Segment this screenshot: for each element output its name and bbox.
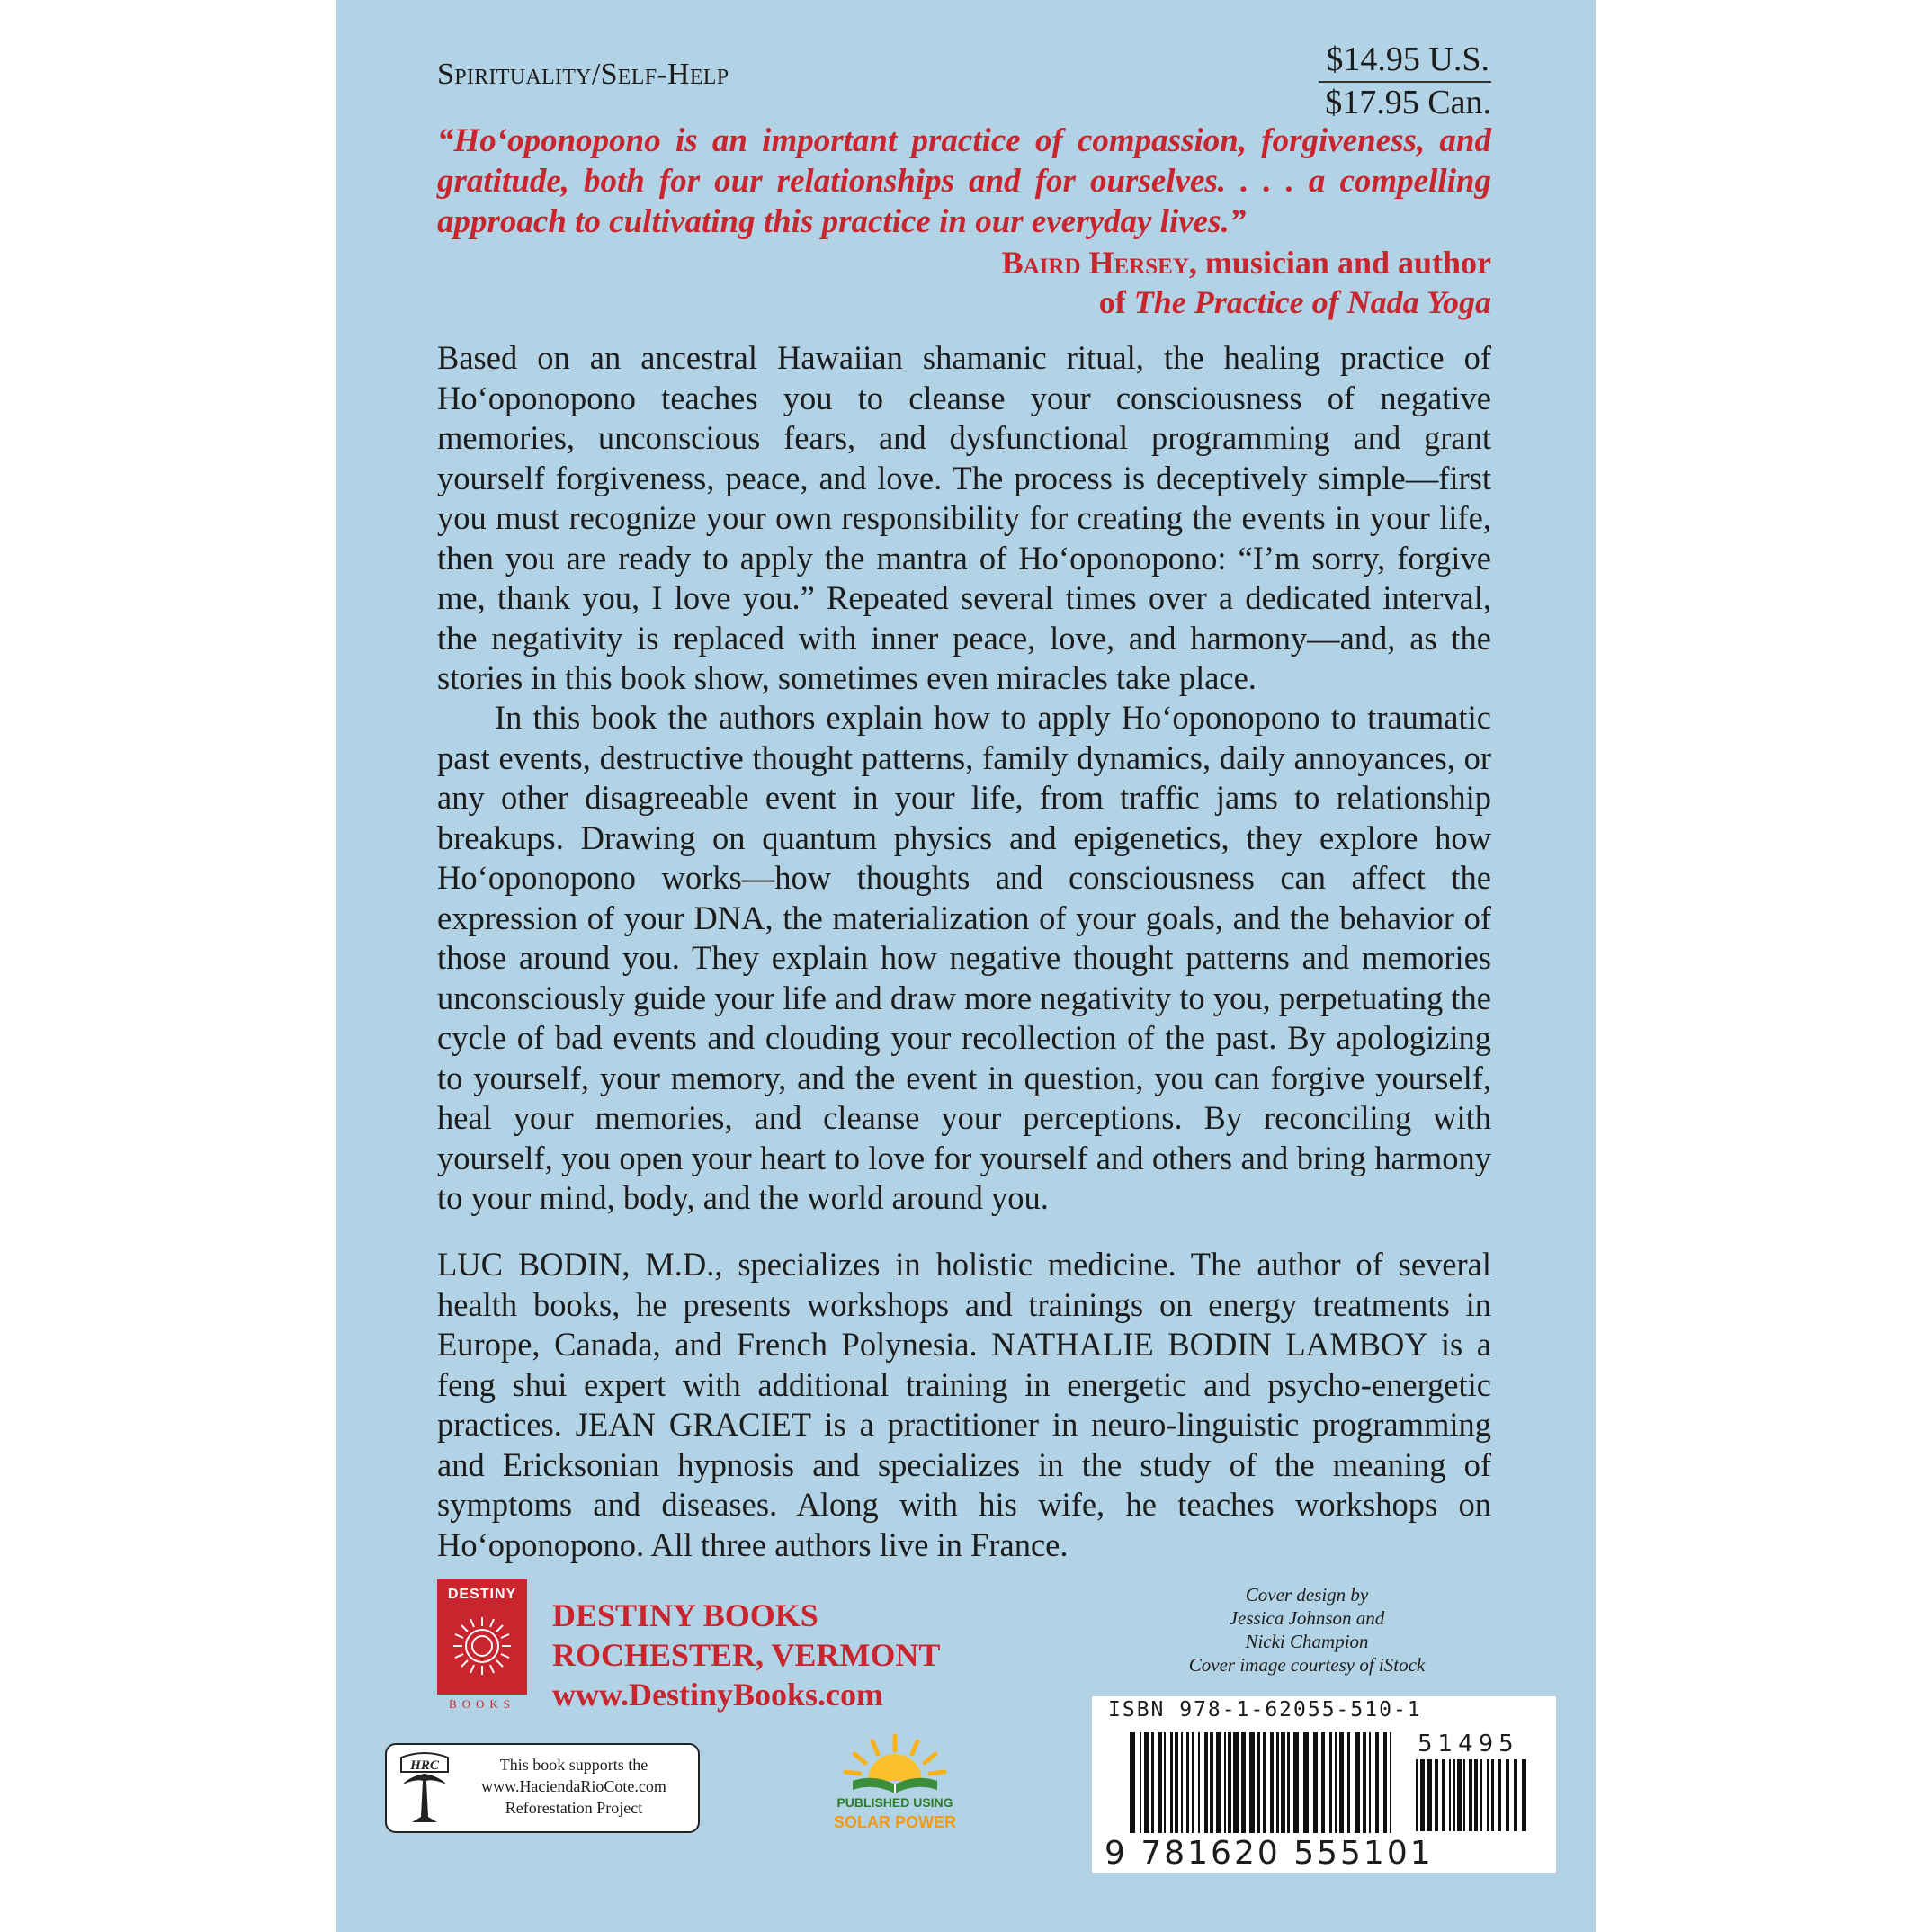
barcode-bar xyxy=(1192,1732,1194,1833)
barcode-bar xyxy=(1369,1732,1371,1833)
barcode-bar xyxy=(1390,1732,1391,1833)
tree-icon xyxy=(396,1750,453,1826)
price-barcode xyxy=(1416,1759,1531,1831)
isbn-barcode xyxy=(1130,1732,1396,1833)
barcode-bar xyxy=(1233,1732,1239,1833)
credits-line-1: Cover design by xyxy=(1245,1584,1369,1606)
barcode-bar xyxy=(1170,1732,1173,1833)
solar-line-2: SOLAR POWER xyxy=(833,1813,956,1831)
barcode-bar xyxy=(1383,1732,1387,1833)
barcode-bar xyxy=(1175,1732,1178,1833)
barcode-bar xyxy=(1263,1732,1266,1833)
barcode-bar xyxy=(1329,1732,1332,1833)
price-code: 51495 xyxy=(1418,1731,1519,1758)
barcode-bar xyxy=(1506,1759,1509,1831)
description-paragraph-1: Based on an ancestral Hawaiian shamanic ritual, the healing practice of Hoʻoponopono teaches you to cleanse your consciousness of negative memories, unconscious fears, and dysfunctional programming and grant yourself forgiveness, peace, and love. The process is deceptively simple—first you must recognize your own responsibility for creating the events in your life, then you are ready to apply the mantra of Hoʻoponopono: “I’m sorry, forgive me, thank you, I love you.” Repeated several times over a dedicated interval, the negativity is replaced with inner peace, love, and harmony—and, as the stories in this book show, sometimes even miracles take place. xyxy=(437,339,1491,696)
quote-attribution xyxy=(772,243,1491,322)
barcode-bar xyxy=(1491,1759,1494,1831)
barcode-bar xyxy=(1281,1732,1285,1833)
barcode-bar xyxy=(1130,1732,1135,1833)
sun-icon xyxy=(452,1615,513,1677)
barcode-bar xyxy=(1514,1759,1517,1831)
price-can: $17.95 Can. xyxy=(1325,84,1491,121)
barcode-bar xyxy=(1224,1732,1226,1833)
barcode-bar xyxy=(1416,1759,1418,1831)
barcode-bar xyxy=(1487,1759,1489,1831)
barcode-bar xyxy=(1335,1732,1337,1833)
barcode-bar xyxy=(1228,1732,1231,1833)
barcode-bar xyxy=(1198,1732,1200,1833)
barcode-bar xyxy=(1241,1732,1246,1833)
barcode-bar xyxy=(1375,1732,1379,1833)
price-us: $14.95 U.S. xyxy=(1319,40,1491,83)
publisher-info xyxy=(552,1596,940,1714)
credits-line-4: Cover image courtesy of iStock xyxy=(1188,1654,1426,1676)
sun-book-icon xyxy=(818,1731,971,1795)
barcode-bar xyxy=(1303,1732,1309,1833)
barcode-bar xyxy=(1140,1732,1141,1833)
author-bio: LUC BODIN, M.D., specializes in holistic medicine. The author of several health books, he presents workshops and trainings on energy treatments in Europe, Canada, and French Polynesia. NATHALIE BODIN LAMBOY is a feng shui expert with additional training in energetic and psycho-energetic practices. JEAN GRACIET is a practitioner in neuro-linguistic programming and Ericksonian hypnosis and specializes in the study of the meaning of symptoms and diseases. Along with his wife, he teaches workshops on Hoʻoponopono. All three authors live in France. xyxy=(437,1246,1491,1563)
barcode-bar xyxy=(1287,1732,1290,1833)
barcode-bar xyxy=(1293,1732,1299,1833)
barcode-bar xyxy=(1164,1732,1166,1833)
barcode-bar xyxy=(1186,1732,1189,1833)
isbn-label: ISBN 978-1-62055-510-1 xyxy=(1108,1698,1422,1722)
destiny-books-logo xyxy=(437,1579,527,1713)
barcode-bar xyxy=(1449,1759,1451,1831)
publisher-location: ROCHESTER, VERMONT xyxy=(552,1637,941,1673)
barcode-bar xyxy=(1313,1732,1318,1833)
barcode-bar xyxy=(1151,1732,1154,1833)
barcode-digits: 9 781620 555101 xyxy=(1105,1835,1434,1872)
hrc-line-1: This book supports the xyxy=(499,1756,648,1774)
barcode-bar xyxy=(1249,1732,1255,1833)
hrc-logo-text: HRC xyxy=(410,1758,439,1773)
barcode-bar xyxy=(1270,1732,1274,1833)
barcode-bar xyxy=(1210,1732,1213,1833)
logo-bottom-text: BOOKS xyxy=(437,1695,527,1714)
solar-power-badge xyxy=(818,1731,971,1847)
barcode-bar xyxy=(1427,1759,1432,1831)
barcode-bar xyxy=(1257,1732,1260,1833)
barcode-bar xyxy=(1457,1759,1462,1831)
hrc-line-2: www.HaciendaRioCote.com xyxy=(481,1777,666,1795)
barcode-bar xyxy=(1420,1759,1425,1831)
solar-line-1: PUBLISHED USING xyxy=(836,1795,953,1810)
barcode-bar xyxy=(1158,1732,1162,1833)
barcode-bar xyxy=(1474,1759,1478,1831)
barcode-bar xyxy=(1144,1732,1149,1833)
barcode-bar xyxy=(1498,1759,1501,1831)
endorsement-quote: “Hoʻoponopono is an important practice of compassion, forgiveness, and gratitude, both for our relationships and for ourselves. . . . a compelling approach to cultivating this practice in our everyday lives.” xyxy=(437,122,1491,240)
quote-author-name: Baird Hersey xyxy=(1001,245,1189,281)
barcode-bar xyxy=(1463,1759,1465,1831)
description-paragraph-2: In this book the authors explain how to apply Hoʻoponopono to traumatic past events, destructive thought patterns, family dynamics, daily annoyances, or any other disagreeable event in your life, from traffic jams to relationship breakups. Drawing on quantum physics and epigenetics, they explore how Hoʻoponopono works—how thoughts and consciousness can affect the expression of your DNA, the materialization of your goals, and the behavior of those around you. They explain how negative thought patterns and memories unconsciously guide your life and draw more negativity to you, perpetuating the cycle of bad events and clouding your recollection of the past. By apologizing to yourself, your memory, and the event in question, you can forgive yourself, heal your memories, and cleanse your perceptions. By reconciling with yourself, you open your heart to love for yourself and others and bring harmony to your mind, body, and the world around you. xyxy=(437,699,1491,1216)
logo-top-text: DESTINY xyxy=(447,1587,517,1602)
barcode-bar xyxy=(1339,1732,1344,1833)
barcode-bar xyxy=(1363,1732,1366,1833)
category-label: Spirituality/Self-Help xyxy=(437,58,729,91)
hrc-line-3: Reforestation Project xyxy=(505,1799,643,1817)
barcode-bar xyxy=(1181,1732,1183,1833)
quote-book-prefix: of xyxy=(1098,284,1134,320)
barcode-bar xyxy=(1442,1759,1445,1831)
barcode-bar xyxy=(1204,1732,1208,1833)
quote-book-title: The Practice of Nada Yoga xyxy=(1133,284,1491,320)
barcode-bar xyxy=(1453,1759,1455,1831)
publisher-name: DESTINY BOOKS xyxy=(552,1597,818,1633)
barcode-bar xyxy=(1480,1759,1482,1831)
barcode-bar xyxy=(1435,1759,1438,1831)
barcode-bar xyxy=(1355,1732,1360,1833)
credits-line-2: Jessica Johnson and xyxy=(1229,1607,1385,1629)
quote-author-role: , musician and author xyxy=(1188,245,1491,281)
reforestation-badge xyxy=(385,1743,700,1833)
reforestation-text xyxy=(455,1754,693,1819)
barcode-bar xyxy=(1321,1732,1325,1833)
cover-credits xyxy=(1142,1583,1471,1677)
barcode-bar xyxy=(1469,1759,1472,1831)
barcode-bar xyxy=(1347,1732,1350,1833)
barcode-bar xyxy=(1276,1732,1279,1833)
barcode-bar xyxy=(1216,1732,1221,1833)
credits-line-3: Nicki Champion xyxy=(1245,1631,1369,1652)
barcode-bar xyxy=(1522,1759,1526,1831)
publisher-url[interactable]: www.DestinyBooks.com xyxy=(552,1677,884,1713)
